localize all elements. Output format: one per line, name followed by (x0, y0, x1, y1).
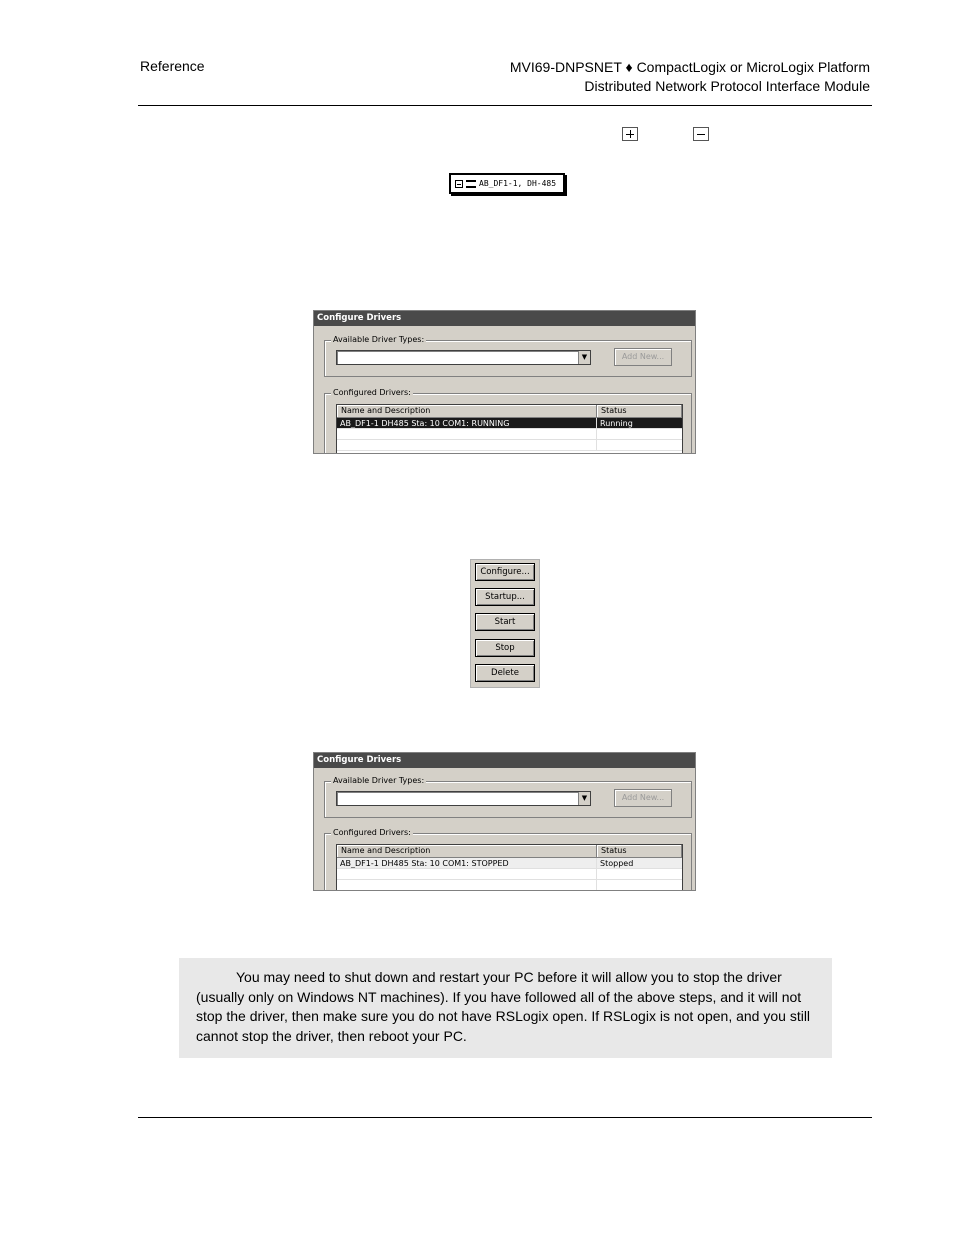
header-product-line1: MVI69-DNPSNET ♦ CompactLogix or MicroLogix Platform (509, 59, 870, 75)
driver-type-select[interactable] (336, 350, 591, 365)
driver-name-cell: AB_DF1-1 DH485 Sta: 10 COM1: STOPPED (337, 858, 597, 868)
column-header-status[interactable]: Status (597, 845, 682, 857)
header-rule (138, 105, 872, 106)
driver-tree-node (449, 173, 565, 194)
dialog-title: Configure Drivers (314, 311, 695, 326)
startup-button[interactable]: Startup... (475, 588, 535, 606)
network-icon (466, 180, 476, 188)
available-driver-types-group (324, 776, 692, 818)
header-section-title: Reference (140, 58, 205, 74)
column-header-name[interactable]: Name and Description (337, 845, 597, 857)
driver-status-cell: Running (600, 419, 633, 428)
column-header-name[interactable]: Name and Description (337, 405, 597, 417)
header-product-title (510, 58, 870, 96)
table-row[interactable] (337, 418, 682, 429)
note-text: You may need to shut down and restart your PC before it will allow you to stop the driver (usually only on Windows NT machines). If you have followed all of the above steps, and it will not stop the driver, then make sure you do not have RSLogix open. If RSLogix is not open, and you still cannot stop the driver, then reboot your PC. (196, 969, 811, 1044)
configure-drivers-dialog-running (313, 310, 696, 454)
expand-icon (622, 127, 638, 141)
configured-drivers-label: Configured Drivers: (333, 388, 411, 397)
driver-status-cell: Stopped (600, 859, 634, 868)
collapse-box-icon (455, 180, 463, 188)
available-driver-types-label: Available Driver Types: (333, 335, 425, 344)
available-driver-types-label: Available Driver Types: (333, 776, 425, 785)
available-driver-types-group (324, 335, 692, 377)
delete-button[interactable]: Delete (475, 664, 535, 682)
configured-drivers-group (324, 388, 692, 454)
collapse-icon (693, 127, 709, 141)
start-button[interactable]: Start (475, 613, 535, 631)
configured-drivers-list[interactable] (336, 404, 683, 454)
configure-drivers-dialog-stopped (313, 752, 696, 891)
configured-drivers-group (324, 828, 692, 891)
add-new-button[interactable]: Add New... (614, 348, 672, 366)
table-row (337, 880, 682, 891)
table-row (337, 869, 682, 880)
table-row[interactable] (337, 858, 682, 869)
dialog-title: Configure Drivers (314, 753, 695, 768)
chevron-down-icon[interactable]: ▼ (578, 351, 590, 364)
configured-drivers-list[interactable] (336, 844, 683, 891)
list-header (337, 845, 682, 858)
driver-type-select[interactable] (336, 791, 591, 806)
stop-button[interactable]: Stop (475, 639, 535, 657)
configured-drivers-label: Configured Drivers: (333, 828, 411, 837)
table-row (337, 440, 682, 451)
header-product-line2: Distributed Network Protocol Interface Module (584, 78, 870, 94)
note-box (179, 958, 832, 1058)
driver-tree-node-label: AB_DF1-1, DH-485 (479, 179, 557, 188)
footer-rule (138, 1117, 872, 1118)
chevron-down-icon[interactable]: ▼ (578, 792, 590, 805)
configure-button[interactable]: Configure... (475, 563, 535, 581)
table-row (337, 429, 682, 440)
driver-action-buttons (470, 559, 540, 688)
list-header (337, 405, 682, 418)
add-new-button[interactable]: Add New... (614, 789, 672, 807)
column-header-status[interactable]: Status (597, 405, 682, 417)
driver-name-cell: AB_DF1-1 DH485 Sta: 10 COM1: RUNNING (337, 418, 597, 428)
